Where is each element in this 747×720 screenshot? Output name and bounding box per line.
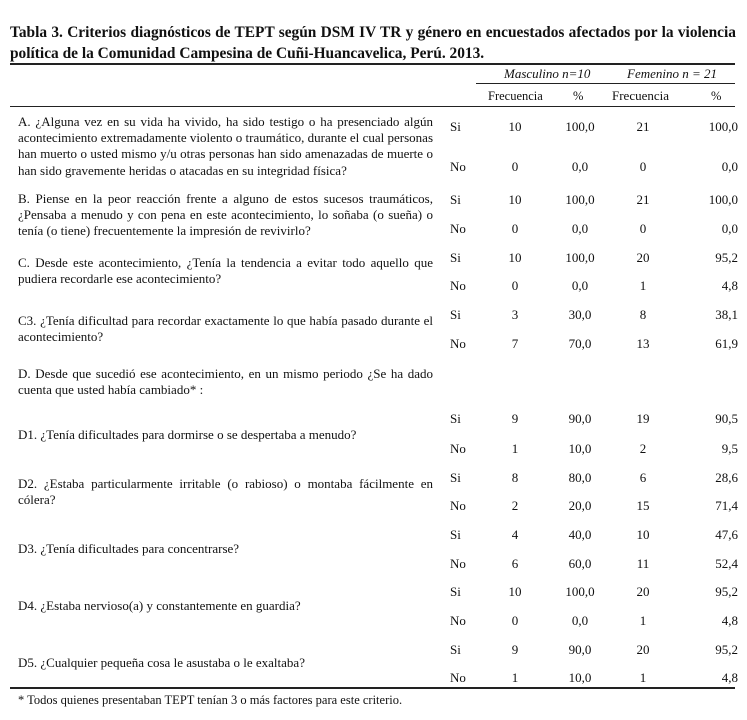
male-percent: 60,0 [568,556,592,571]
male-percent: 80,0 [568,470,592,485]
row-label: No [450,441,466,456]
female-percent: 38,1 [715,307,738,322]
female-frequency: 8 [639,307,647,322]
female-frequency: 20 [636,250,650,265]
female-frequency: 1 [639,278,647,293]
row-label: Si [450,642,461,657]
row-label: No [450,670,466,685]
female-frequency: 20 [636,584,650,599]
female-frequency: 0 [639,159,647,174]
row-label: No [450,498,466,513]
male-frequency: 0 [511,159,519,174]
question-c3: C3. ¿Tenía dificultad para recordar exactamente lo que había pasado durante el acontecimiento? [18,313,433,345]
question-d2: D2. ¿Estaba particularmente irritable (o rabioso) o montaba fácilmente en cólera? [18,476,433,508]
female-percent: 4,8 [721,613,738,628]
row-label: Si [450,584,461,599]
female-frequency: 11 [636,556,650,571]
header-freq-male: Frecuencia [488,89,543,103]
row-label: Si [450,119,461,134]
female-frequency: 1 [639,613,647,628]
header-female-group: Femenino n = 21 [627,66,718,81]
female-frequency: 1 [639,670,647,685]
male-percent: 30,0 [568,307,592,322]
male-frequency: 10 [508,584,522,599]
female-frequency: 2 [639,441,647,456]
male-percent: 0,0 [571,159,589,174]
female-frequency: 20 [636,642,650,657]
female-percent: 95,2 [715,250,738,265]
male-frequency: 10 [508,192,522,207]
male-frequency: 9 [511,411,519,426]
female-percent: 71,4 [715,498,738,513]
row-label: No [450,159,466,174]
male-percent: 0,0 [571,278,589,293]
female-percent: 0,0 [721,221,738,236]
female-frequency: 19 [636,411,650,426]
male-percent: 40,0 [568,527,592,542]
header-rule [10,106,735,107]
row-label: Si [450,411,461,426]
question-d: D. Desde que sucedió ese acontecimiento, en un mismo periodo ¿Se ha dado cuenta que usted había cambiado* : [18,366,433,398]
male-percent: 90,0 [568,642,592,657]
male-frequency: 0 [511,221,519,236]
header-freq-female: Frecuencia [612,88,670,103]
header-pct-female: % [711,89,722,103]
female-percent: 90,5 [715,411,738,426]
male-percent: 100,0 [565,119,595,134]
row-label: No [450,221,466,236]
female-frequency: 15 [636,498,650,513]
female-frequency: 21 [636,192,650,207]
female-percent: 47,6 [715,527,738,542]
female-frequency: 6 [639,470,647,485]
row-label: Si [450,527,461,542]
header-pct-male: % [573,89,584,103]
female-percent: 28,6 [715,470,738,485]
female-percent: 9,5 [721,441,738,456]
male-percent: 100,0 [565,250,595,265]
male-frequency: 7 [511,336,519,351]
female-percent: 95,2 [715,642,738,657]
question-b: B. Piense en la peor reacción frente a alguno de estos sucesos traumáticos, ¿Pensaba a menudo y con pena en este acontecimiento, lo soñaba (o sueña) o tenía (o tiene) frecuentemente la impresión de revivirlo? [18,191,433,239]
female-percent: 52,4 [715,556,738,571]
male-percent: 10,0 [568,670,592,685]
question-d5: D5. ¿Cualquier pequeña cosa le asustaba o le exaltaba? [18,655,305,670]
male-frequency: 3 [511,307,519,322]
male-frequency: 8 [511,470,519,485]
male-percent: 20,0 [568,498,592,513]
female-percent: 61,9 [715,336,738,351]
question-d3: D3. ¿Tenía dificultades para concentrarse? [18,541,240,556]
row-label: No [450,613,466,628]
header-group-rule [476,83,735,84]
female-frequency: 10 [636,527,650,542]
male-percent: 10,0 [568,441,592,456]
female-percent: 95,2 [715,584,738,599]
female-percent: 100,0 [708,119,738,134]
male-percent: 100,0 [565,584,595,599]
header-male-group: Masculino n=10 [504,66,591,81]
male-frequency: 10 [508,119,522,134]
male-frequency: 4 [511,527,519,542]
male-percent: 0,0 [571,613,589,628]
bottom-rule [10,687,735,689]
male-percent: 100,0 [565,192,595,207]
female-percent: 0,0 [721,159,738,174]
female-percent: 100,0 [708,192,738,207]
male-percent: 70,0 [568,336,592,351]
female-frequency: 21 [636,119,650,134]
row-label: No [450,336,466,351]
question-d1: D1. ¿Tenía dificultades para dormirse o se despertaba a menudo? [18,427,357,442]
question-c: C. Desde este acontecimiento, ¿Tenía la tendencia a evitar todo aquello que pudiera recordarle ese acontecimiento? [18,255,433,287]
top-rule [10,63,735,65]
female-frequency: 0 [639,221,647,236]
row-label: No [450,278,466,293]
row-label: Si [450,192,461,207]
male-frequency: 9 [511,642,519,657]
female-percent: 4,8 [721,278,738,293]
male-frequency: 1 [511,441,519,456]
female-frequency: 13 [636,336,650,351]
male-percent: 90,0 [568,411,592,426]
male-frequency: 0 [511,278,519,293]
female-percent: 4,8 [721,670,738,685]
question-d4: D4. ¿Estaba nervioso(a) y constantemente en guardia? [18,598,301,613]
male-frequency: 0 [511,613,519,628]
table-title: Tabla 3. Criterios diagnósticos de TEPT según DSM IV TR y género en encuestados afectados por la violencia política de la Comunidad Campesina de Cuñi-Huancavelica, Perú. 2013. [10,24,736,62]
footnote: * Todos quienes presentaban TEPT tenían 3 o más factores para este criterio. [18,693,403,707]
male-frequency: 6 [511,556,519,571]
question-a: A. ¿Alguna vez en su vida ha vivido, ha sido testigo o ha presenciado algún acontecimiento extremadamente violento o traumático, durante el cual personas han muerto o usted mismo y/u otras personas han sido amenazadas de muerte o han sido gravemente heridas o atacadas en su integridad física? [18,114,433,178]
male-percent: 0,0 [571,221,589,236]
row-label: Si [450,307,461,322]
row-label: Si [450,250,461,265]
male-frequency: 2 [511,498,519,513]
row-label: Si [450,470,461,485]
male-frequency: 10 [508,250,522,265]
male-frequency: 1 [511,670,519,685]
row-label: No [450,556,466,571]
